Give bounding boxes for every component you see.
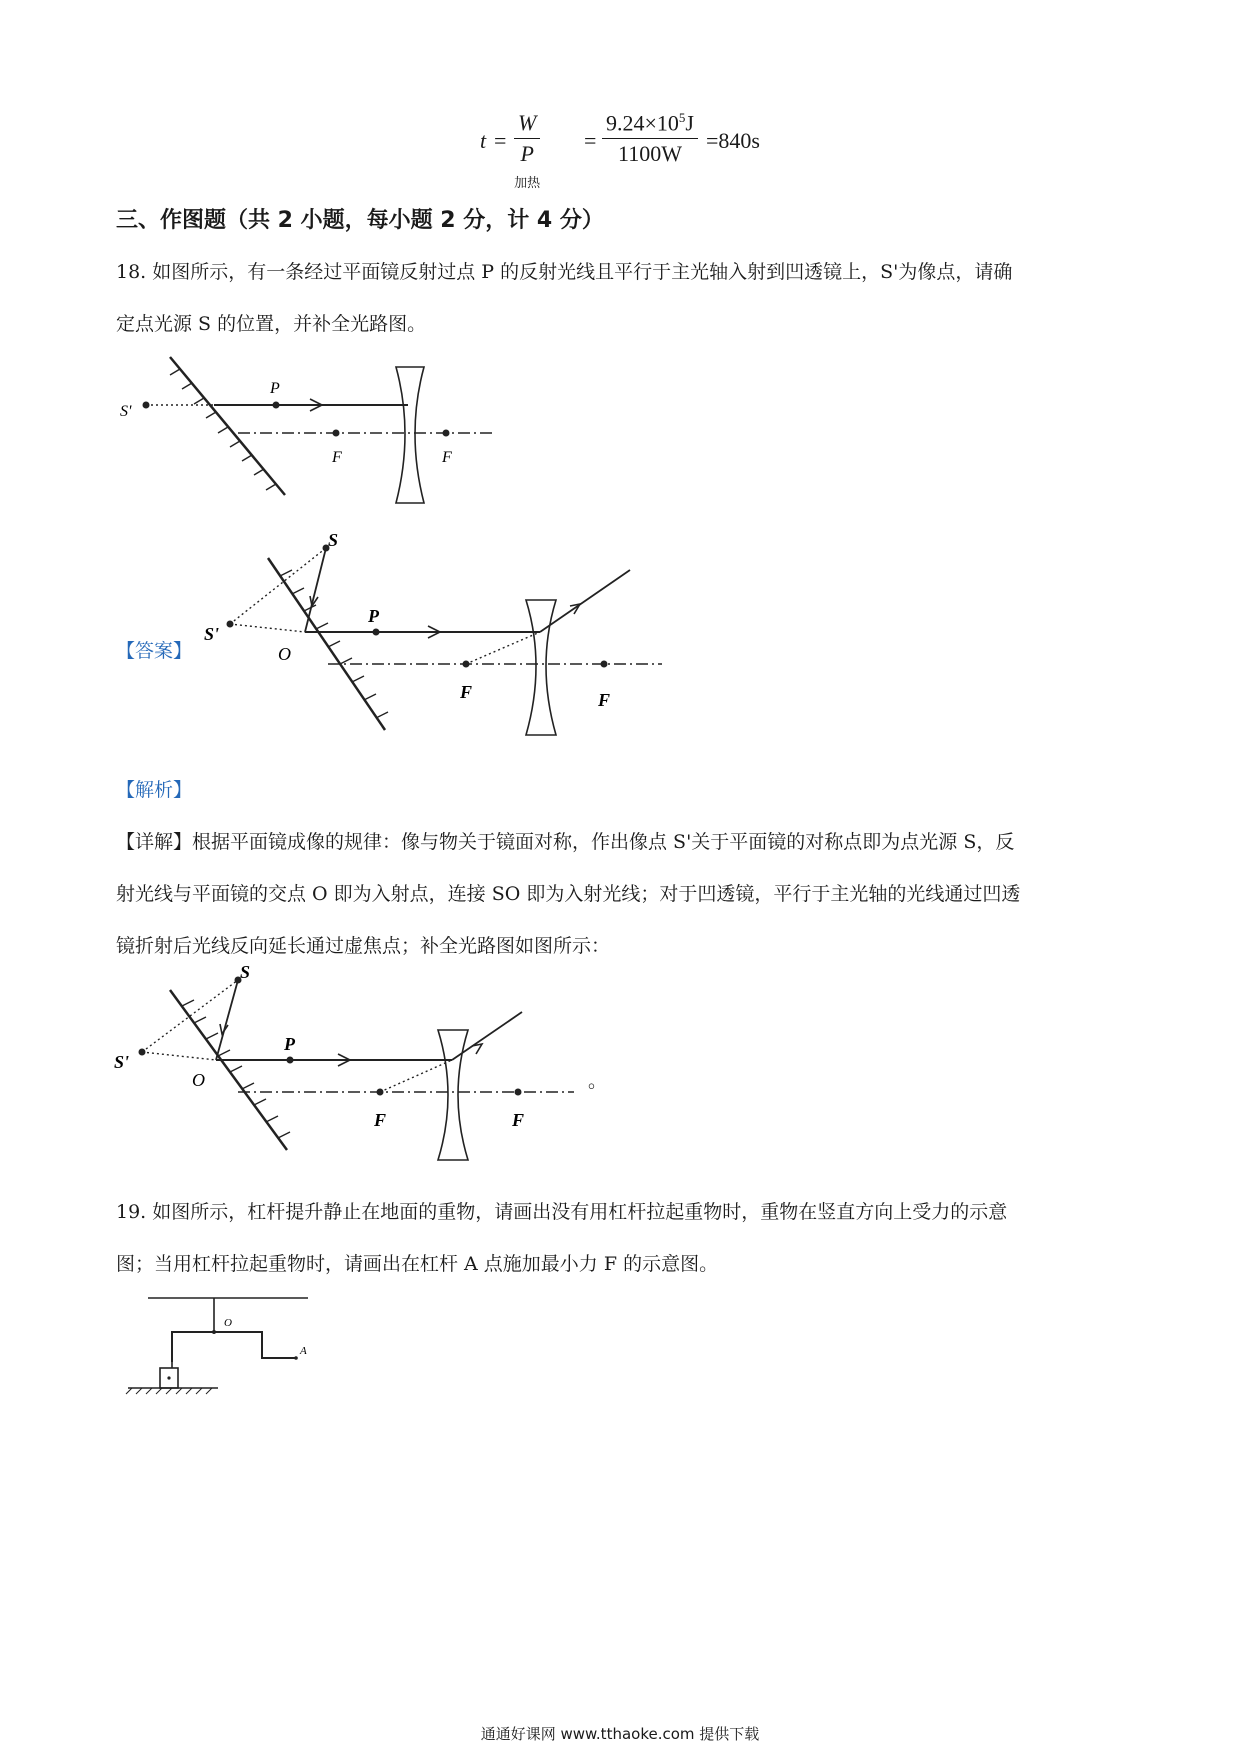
- detail-line-1-text: 根据平面镜成像的规律：像与物关于镜面对称，作出像点 S'关于平面镜的对称点即为点光源 S，反: [192, 831, 1015, 853]
- detail-focus-right-point: [515, 1089, 522, 1096]
- focus-left-point: [333, 430, 340, 437]
- p-label: P: [270, 380, 280, 397]
- answer-p-label: P: [368, 606, 379, 626]
- detail-line-2: 射光线与平面镜的交点 O 即为入射点，连接 SO 即为入射光线；对于凹透镜，平行于主光轴的光线通过凹透: [116, 883, 1021, 905]
- formula-exponent: 5: [678, 110, 686, 125]
- detail-p-label: P: [284, 1034, 295, 1054]
- formula-p-subscript: 加热: [514, 175, 541, 190]
- detail-concave-lens: [438, 1030, 468, 1160]
- answer-diagram: [200, 530, 680, 755]
- page-footer: 通通好课网 www.tthaoke.com 提供下载: [480, 1725, 760, 1743]
- answer-focus-left-point: [463, 661, 470, 668]
- detail-refracted-arrow: [472, 1044, 482, 1054]
- answer-o-label: O: [278, 644, 291, 664]
- lever-diagram: [118, 1290, 318, 1400]
- question-18-diagram: [110, 345, 510, 515]
- answer-virtual-extension: [466, 632, 540, 664]
- answer-s-prime-label: S': [204, 624, 220, 644]
- o-label: O: [224, 1317, 232, 1329]
- answer-p-point: [373, 629, 380, 636]
- answer-focus-left-label: F: [460, 682, 473, 702]
- answer-s-label: S: [328, 530, 339, 550]
- p-point: [273, 402, 280, 409]
- detail-mirror-hatching: [182, 1000, 290, 1138]
- question-18: [116, 246, 1128, 350]
- formula-denominator-p: [514, 139, 540, 193]
- answer-mirror-hatching: [280, 570, 388, 718]
- detail-line-3: 镜折射后光线反向延长通过虚焦点；补全光路图如图所示：: [116, 935, 611, 957]
- lever: [172, 1332, 296, 1362]
- a-label: A: [300, 1345, 307, 1357]
- detail-s-label: S: [240, 962, 251, 982]
- detail-explanation: [116, 816, 1128, 972]
- analysis-tag: 【解析】: [116, 779, 193, 801]
- detail-virtual-extension: [380, 1060, 452, 1092]
- answer-focus-right-point: [601, 661, 608, 668]
- formula-numerator-value: [602, 110, 698, 139]
- detail-s-prime-point: [139, 1049, 146, 1056]
- plane-mirror: [170, 357, 285, 495]
- detail-s-prime-to-s: [142, 980, 238, 1052]
- detail-s-prime-label: S': [114, 1052, 130, 1072]
- detail-s-prime-to-o: [142, 1052, 216, 1060]
- formula-equals: =: [494, 128, 507, 153]
- question-18-line-2: 定点光源 S 的位置，并补全光路图。: [116, 313, 427, 335]
- question-18-line-1: 18. 如图所示，有一条经过平面镜反射过点 P 的反射光线且平行于主光轴入射到凹透镜上，S'为像点，请确: [116, 261, 1013, 283]
- detail-line-1: [116, 816, 1128, 868]
- detail-focus-left-label: F: [374, 1110, 387, 1130]
- detail-focus-right-label: F: [512, 1110, 525, 1130]
- answer-tag: 【答案】: [116, 640, 193, 662]
- mirror-hatching: [170, 369, 276, 490]
- formula-numerator-w: W: [514, 110, 540, 139]
- question-19-line-2: 图；当用杠杆拉起重物时，请画出在杠杆 A 点施加最小力 F 的示意图。: [116, 1253, 719, 1275]
- formula-t: t: [480, 128, 487, 153]
- formula-energy-value: 9.24×10: [606, 110, 679, 136]
- answer-focus-right-label: F: [598, 690, 611, 710]
- formula-p-symbol: P: [520, 141, 534, 166]
- detail-label: 【详解】: [116, 831, 193, 853]
- section-title: 三、作图题（共 2 小题，每小题 2 分，计 4 分）: [116, 208, 604, 233]
- concave-lens: [396, 367, 424, 503]
- focus-right-point: [443, 430, 450, 437]
- formula-fraction-values: [602, 110, 698, 167]
- detail-p-point: [287, 1057, 294, 1064]
- weight-center-dot: [167, 1376, 170, 1379]
- a-point: [294, 1356, 298, 1360]
- answer-s-prime-to-o: [230, 624, 305, 632]
- formula-equals-2: =: [584, 128, 597, 153]
- fulcrum-point: [212, 1330, 216, 1334]
- answer-refracted-ray: [540, 570, 630, 632]
- answer-incident-ray: [305, 548, 326, 632]
- detail-diagram: [112, 960, 592, 1170]
- detail-end-mark: 。: [588, 1070, 608, 1092]
- question-19: [116, 1186, 1128, 1290]
- detail-focus-left-point: [377, 1089, 384, 1096]
- answer-concave-lens: [526, 600, 556, 735]
- detail-incident-ray: [216, 980, 238, 1060]
- answer-s-prime-point: [227, 621, 234, 628]
- formula-result: =840s: [706, 128, 760, 153]
- answer-refracted-arrow: [570, 604, 580, 614]
- ground-hatching: [126, 1388, 212, 1394]
- question-19-line-1: 19. 如图所示，杠杆提升静止在地面的重物，请画出没有用杠杆拉起重物时，重物在竖直方向上受力的示意: [116, 1201, 1008, 1223]
- formula-denominator-value: 1100W: [618, 141, 682, 167]
- focus-left-label: F: [332, 449, 342, 466]
- answer-s-prime-to-s: [230, 548, 326, 624]
- detail-o-label: O: [192, 1070, 205, 1090]
- focus-right-label: F: [442, 449, 452, 466]
- detail-refracted-ray: [452, 1012, 522, 1060]
- formula-fraction-w-over-p: [514, 110, 540, 193]
- s-prime-label: S': [120, 403, 132, 420]
- s-prime-point: [143, 402, 150, 409]
- formula-energy-unit: J: [685, 110, 694, 136]
